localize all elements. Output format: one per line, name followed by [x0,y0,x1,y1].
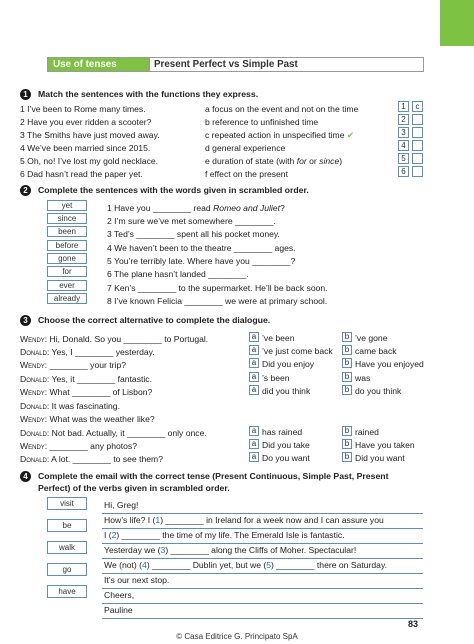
line-text: A lot. ________ to see them? [49,454,163,464]
email-line-5: It’s our next stop. [104,575,170,585]
speaker: Wendy: [20,441,48,451]
text: We (not) ( [104,560,143,570]
function-c-text: c repeated action in unspecified time [205,130,345,140]
function-e-close: ) [339,156,343,166]
word-yet: yet [47,200,87,211]
option-a-text: ’s been [262,373,290,383]
option-a-text: ’ve just come back [262,346,333,356]
dialogue-line-3 [20,361,126,370]
speaker: Donald: [20,374,50,384]
sentence-6: 6 Dad hasn’t read the paper yet. [20,169,143,179]
corner-tab [440,0,474,46]
option-b-text: Have you enjoyed [355,359,424,369]
line-text: What was the weather like? [47,414,155,424]
word-ever: ever [47,280,87,291]
dialogue-line-10 [20,455,163,464]
answer-box-1[interactable]: c [412,101,423,112]
sentence-5: 5 Oh, no! I’ve lost my gold necklace. [20,156,159,166]
gap-number-4: 4 [142,560,147,570]
email-greeting: Hi, Greg! [104,500,139,510]
word-for: for [47,266,87,277]
option-b-box[interactable]: b [342,332,352,342]
option-b-box[interactable]: b [342,426,352,436]
section-label: Use of tenses [48,58,149,71]
option-a-box[interactable]: a [249,385,259,395]
exercise-3-instruction: Choose the correct alternative to complete the dialogue. [38,315,271,325]
text: ) ________ Dublin yet, but we ( [146,560,267,570]
ex2-sentence-4: 4 We haven’t been to the theatre ________ ages. [107,243,296,253]
speaker: Donald: [20,428,50,438]
dialogue-line-6 [20,402,120,411]
option-a-box[interactable]: a [249,439,259,449]
function-f: f effect on the present [205,169,288,179]
exercise-4-number: 4 [20,471,31,482]
speaker: Wendy: [20,334,48,344]
divider [102,588,423,589]
line-text: What ________ of Lisbon? [47,387,153,397]
line-text: Not bad. Actually, it ________ only once. [49,428,207,438]
function-d: d general experience [205,143,286,153]
answer-box-2[interactable] [412,114,423,125]
ex2-sentence-1 [107,204,285,213]
function-e [205,157,342,166]
email-line-3 [104,546,356,555]
option-b-box[interactable]: b [342,345,352,355]
option-b-box[interactable]: b [342,372,352,382]
ex2-sentence-5: 5 You’re terribly late. Where have you ________? [107,256,296,266]
text: How’s life? I ( [104,515,156,525]
divider [102,573,423,574]
option-a-box[interactable]: a [249,332,259,342]
word-go: go [47,563,87,576]
divider [102,558,423,559]
speaker: Wendy: [20,360,48,370]
check-icon: ✔ [346,130,355,140]
ex2-sentence-3: 3 Ted’s ________ spent all his pocket money. [107,229,280,239]
answer-box-4[interactable] [412,140,423,151]
exercise-2-instruction: Complete the sentences with the words given in scrambled order. [38,185,309,195]
word-already: already [47,293,87,304]
dialogue-line-1 [20,335,208,344]
dialogue-line-4 [20,375,152,384]
line-text: ________ your trip? [47,360,127,370]
gap-number-1: 1 [155,515,161,525]
email-line-4 [104,561,387,570]
function-e-or: or [306,156,320,166]
exercise-2-number: 2 [20,185,31,196]
ex2-sentence-1-start: 1 Have you ________ read [107,203,214,213]
exercise-3-number: 3 [20,315,31,326]
answer-box-5[interactable] [412,153,423,164]
function-c [205,131,354,140]
answer-number-2: 2 [398,114,409,125]
answer-box-3[interactable] [412,127,423,138]
email-line-1 [104,516,384,525]
ex2-sentence-6: 6 The plane hasn’t landed ________. [107,269,249,279]
option-b-text: ’ve gone [355,333,388,343]
word-since: since [47,213,87,224]
word-visit: visit [47,497,87,510]
option-a-box[interactable]: a [249,358,259,368]
divider [102,603,423,604]
option-a-text: Do you want [262,453,310,463]
text: Yesterday we ( [104,545,161,555]
function-b: b reference to unfinished time [205,117,319,127]
line-text: Hi, Donald. So you ________ to Portugal. [47,334,209,344]
option-a-box[interactable]: a [249,345,259,355]
gap-number-2: 2 [111,530,117,540]
option-b-text: Did you want [355,453,405,463]
text: ) ________ in Ireland for a week now and I can assure you [160,515,384,525]
text: ) ________ there on Saturday. [271,560,387,570]
option-b-text: rained [355,427,379,437]
sentence-1: 1 I’ve been to Rome many times. [20,104,146,114]
function-a: a focus on the event and not on the time [205,104,359,114]
text: I ( [104,530,112,540]
sentence-3: 3 The Smiths have just moved away. [20,130,160,140]
sentence-4: 4 We’ve been married since 2015. [20,143,151,153]
dialogue-line-5 [20,388,152,397]
function-e-for: for [296,156,307,166]
page-number: 83 [408,619,419,629]
email-sign-off: Cheers, [104,590,135,600]
option-b-text: was [355,373,371,383]
gap-number-5: 5 [266,560,272,570]
ex2-sentence-7: 7 Ken’s ________ to the supermarket. He’ll be back soon. [107,283,328,293]
answer-number-5: 5 [398,153,409,164]
exercise-1-number: 1 [20,89,31,100]
divider [102,618,423,619]
divider [102,528,423,529]
option-a-box[interactable]: a [249,372,259,382]
function-e-since: since [319,156,340,166]
exercise-1-instruction: Match the sentences with the functions they express. [38,89,259,99]
answer-number-6: 6 [398,166,409,177]
gap-number-3: 3 [160,545,166,555]
answer-number-4: 4 [398,140,409,151]
section-title-bar [47,57,424,72]
option-a-box[interactable]: a [249,452,259,462]
copyright: © Casa Editrice G. Principato SpA [176,632,298,641]
option-a-text: Did you take [262,440,310,450]
option-a-text: has rained [262,427,303,437]
speaker: Donald: [20,454,50,464]
option-b-box[interactable]: b [342,452,352,462]
word-before: before [47,240,87,251]
ex2-sentence-2: 2 I’m sure we’ve met somewhere ________. [107,216,276,226]
speaker: Donald: [20,401,50,411]
word-been: been [47,226,87,237]
ex2-sentence-8: 8 I’ve known Felicia ________ we were at primary school. [107,296,328,306]
option-a-text: did you think [262,386,311,396]
word-gone: gone [47,253,87,264]
option-a-text: ’ve been [262,333,295,343]
line-text: Yes, I ________ yesterday. [49,347,155,357]
sentence-2: 2 Have you ever ridden a scooter? [20,117,152,127]
email-signature: Pauline [104,605,133,615]
exercise-4-instruction-line-2: Perfect) of the verbs given in scrambled order. [38,483,230,493]
answer-number-3: 3 [398,127,409,138]
option-b-text: Have you taken [355,440,415,450]
answer-number-1: 1 [398,101,409,112]
option-a-text: Did you enjoy [262,359,315,369]
option-b-text: do you think [355,386,402,396]
dialogue-line-9 [20,442,137,451]
email-line-2 [104,531,345,540]
function-e-text: e duration of state (with [205,156,297,166]
word-be: be [47,519,87,532]
dialogue-line-2 [20,348,155,357]
dialogue-line-8 [20,429,207,438]
line-text: Yes, it ________ fantastic. [49,374,152,384]
line-text: It was fascinating. [49,401,120,411]
word-have: have [47,585,87,598]
section-title: Present Perfect vs Simple Past [149,58,298,71]
speaker: Wendy: [20,414,48,424]
text: ) ________ the time of my life. The Emerald Isle is fantastic. [116,530,345,540]
option-a-box[interactable]: a [249,426,259,436]
text: ) ________ along the Cliffs of Moher. Spectacular! [165,545,357,555]
dialogue-line-7 [20,415,155,424]
option-b-text: came back [355,346,397,356]
speaker: Donald: [20,347,50,357]
divider [102,543,423,544]
option-b-box[interactable]: b [342,439,352,449]
option-b-box[interactable]: b [342,358,352,368]
word-walk: walk [47,541,87,554]
option-b-box[interactable]: b [342,385,352,395]
ex2-sentence-1-end: ? [279,203,285,213]
divider [102,513,423,514]
line-text: ________ any photos? [47,441,138,451]
speaker: Wendy: [20,387,48,397]
answer-box-6[interactable] [412,166,423,177]
ex2-sentence-1-title: Romeo and Juliet [213,203,280,213]
exercise-4-instruction-line-1: Complete the email with the correct tense (Present Continuous, Simple Past, Present [38,471,389,481]
